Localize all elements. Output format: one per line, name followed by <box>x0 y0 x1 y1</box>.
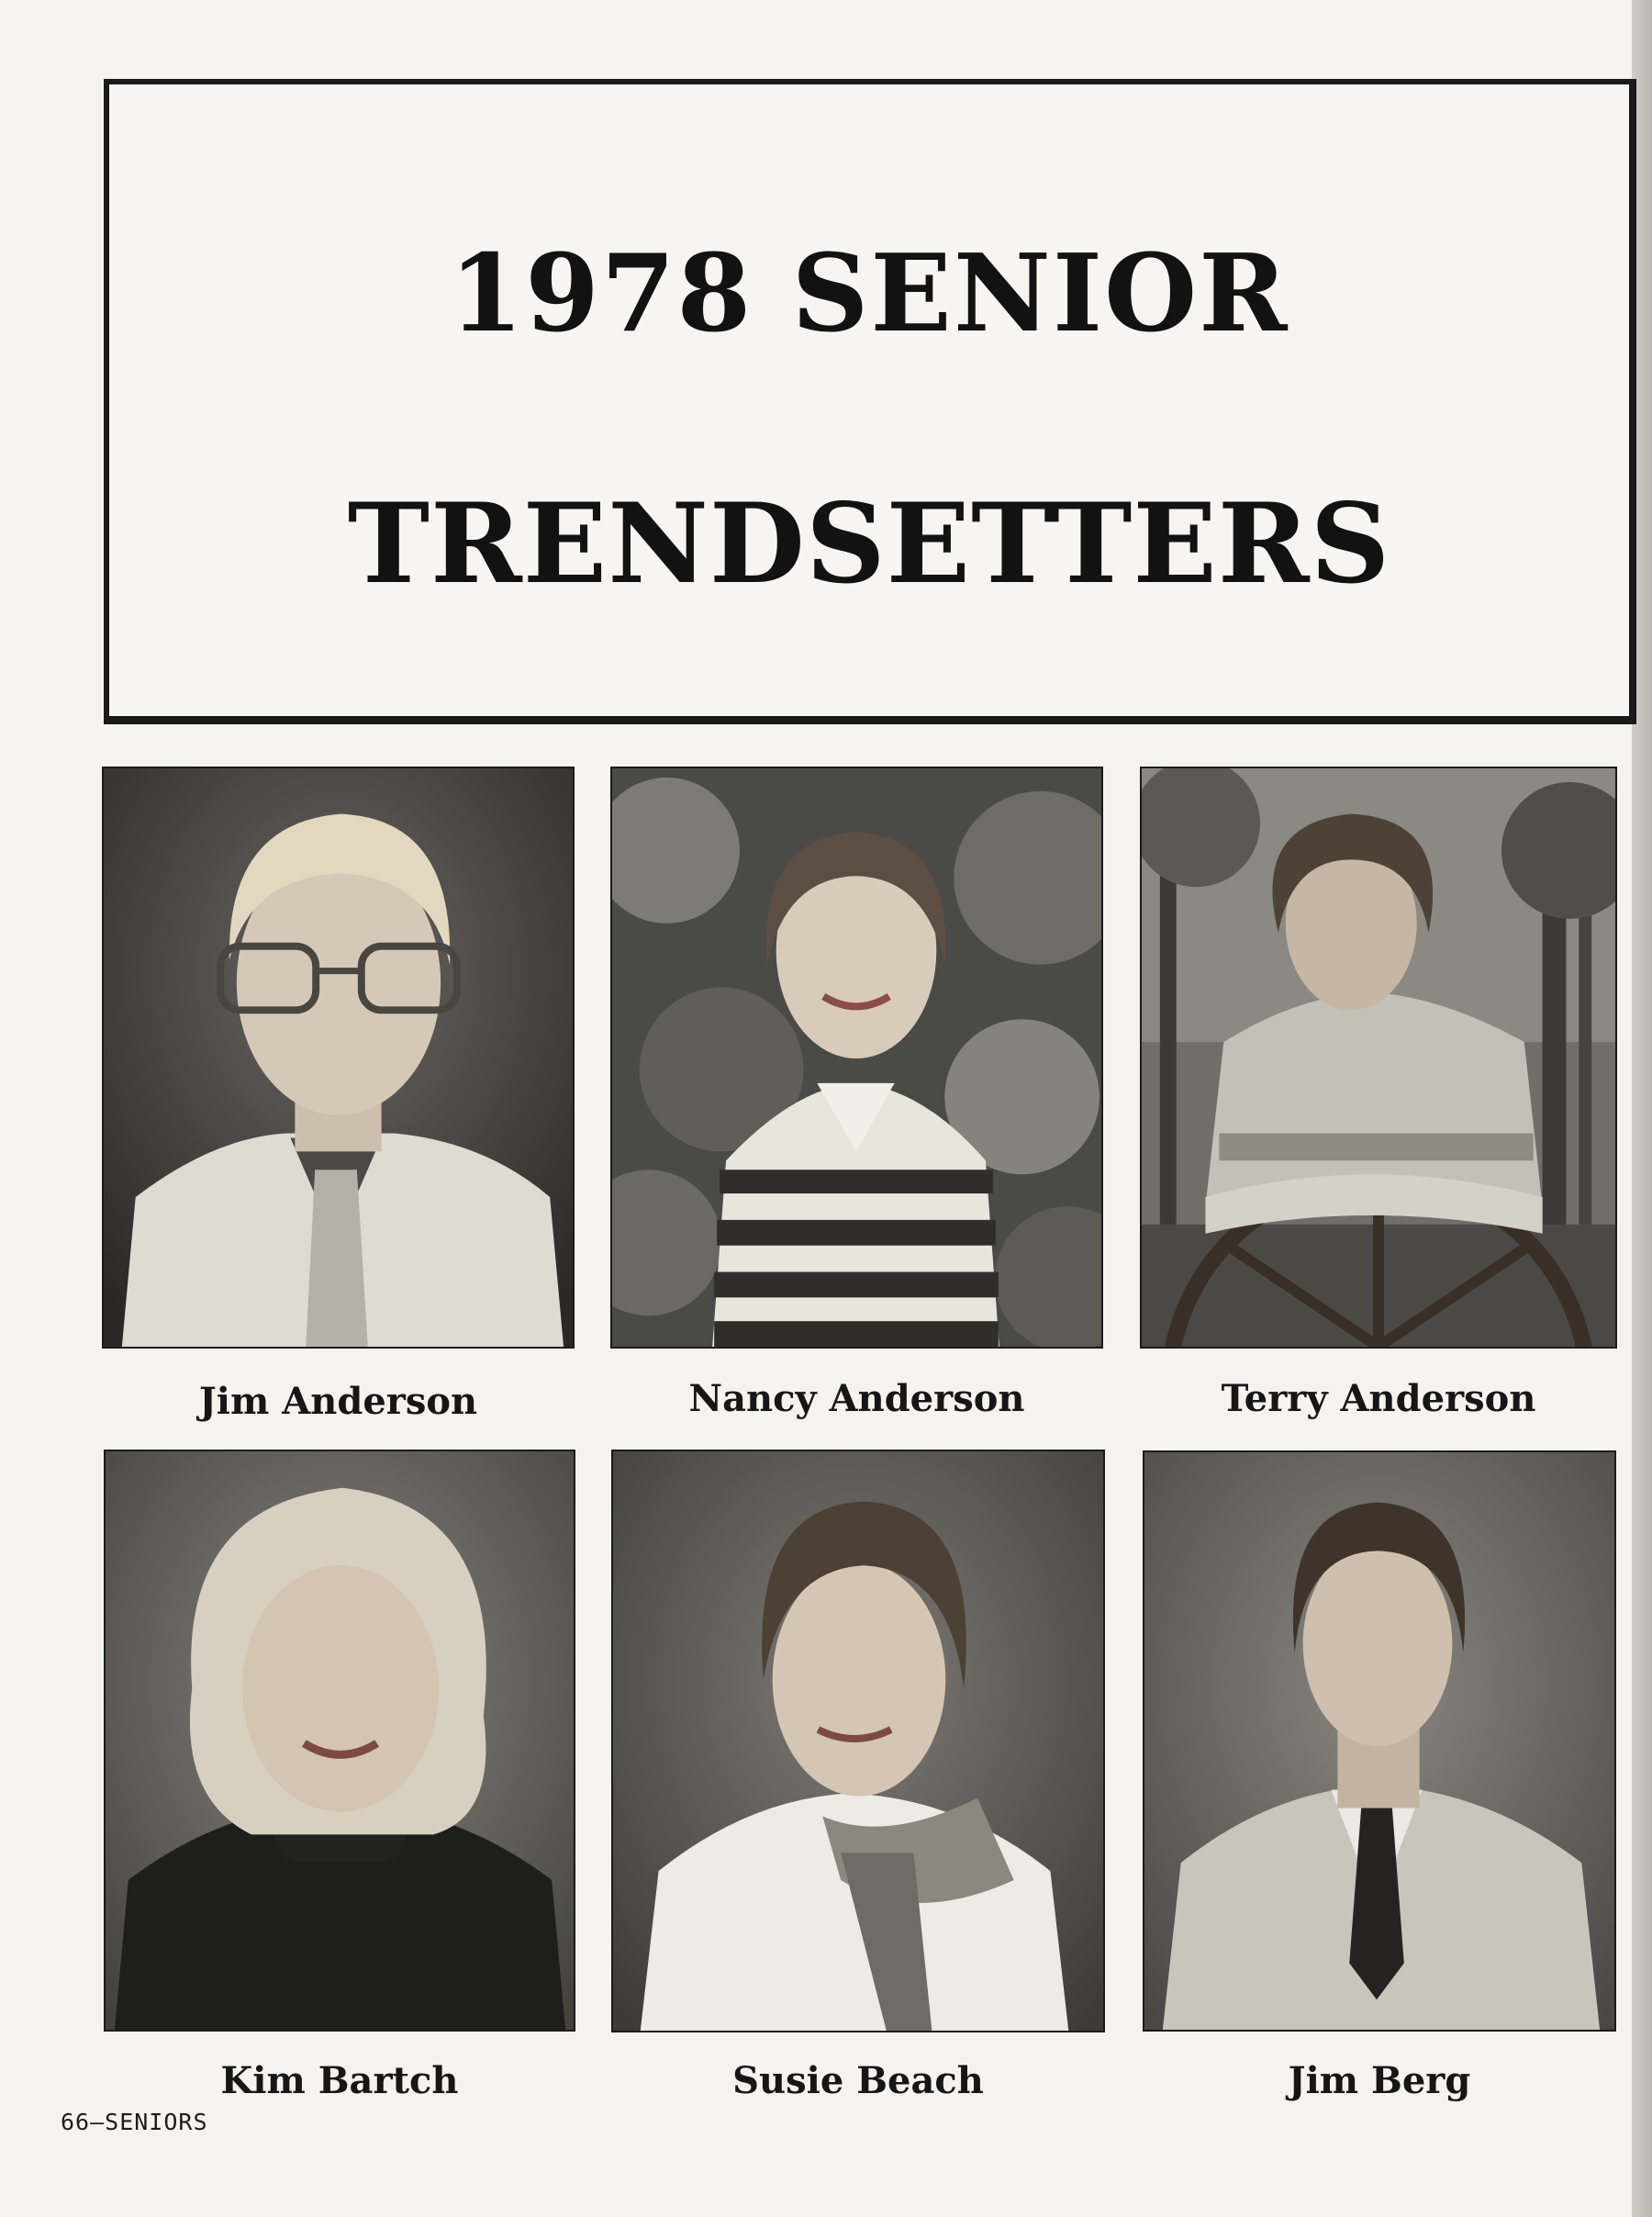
portrait-photo-jim-anderson <box>102 767 575 1349</box>
portrait-photo-kim-bartch <box>104 1450 575 2032</box>
portrait-caption-3: Terry Anderson <box>1221 1377 1536 1420</box>
portrait-caption-6: Jim Berg <box>1288 2059 1471 2102</box>
title-box <box>104 79 1636 724</box>
portrait-caption-5: Susie Beach <box>732 2059 984 2102</box>
portrait-photo-nancy-anderson <box>610 767 1103 1349</box>
page-folio: 66–SENIORS <box>61 2109 208 2135</box>
portrait-photo-terry-anderson <box>1140 767 1617 1349</box>
page-title-line-1: 1978 SENIOR <box>449 231 1289 356</box>
portrait-caption-4: Kim Bartch <box>220 2059 459 2102</box>
portrait-photo-jim-berg <box>1143 1450 1616 2032</box>
portrait-photo-susie-beach <box>611 1450 1105 2032</box>
portrait-caption-1: Jim Anderson <box>198 1380 478 1423</box>
portrait-caption-2: Nancy Anderson <box>688 1377 1025 1420</box>
page-title-line-2: TRENDSETTERS <box>347 479 1391 609</box>
